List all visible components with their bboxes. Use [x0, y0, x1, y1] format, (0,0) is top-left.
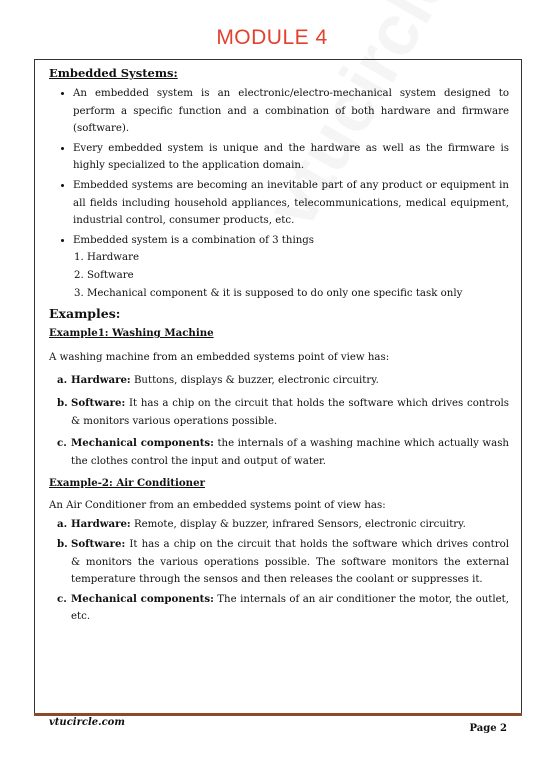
- item-marker: c.: [57, 437, 67, 450]
- list-item: [57, 395, 509, 430]
- bullet-item: [73, 232, 509, 302]
- thing-item: 2. Software: [74, 269, 134, 281]
- list-item: [57, 516, 509, 534]
- document-body: [49, 64, 509, 631]
- definition-list: [49, 85, 509, 302]
- list-item: [57, 435, 509, 470]
- item-marker: b.: [57, 538, 68, 551]
- item-text: The internals of an air conditioner the motor, the outlet, etc.: [71, 593, 509, 623]
- item-label: Mechanical components:: [71, 437, 214, 450]
- item-label: Mechanical components:: [71, 592, 214, 605]
- item-text: It has a chip on the circuit that holds the software which drives controls & monitors various operations possible.: [71, 397, 509, 427]
- examples-heading: Examples:: [49, 306, 121, 322]
- page-number: Page 2: [469, 723, 507, 734]
- item-label: Hardware:: [71, 518, 131, 531]
- item-label: Software:: [71, 396, 126, 409]
- example1-list: [49, 372, 509, 470]
- bullet-item: • Every embedded system is unique and the hardware as well as the firmware is highly specialized to the application domain.: [73, 140, 509, 175]
- item-marker: c.: [57, 592, 67, 605]
- example2-heading: Example-2: Air Conditioner: [49, 477, 205, 490]
- item-marker: b.: [57, 396, 68, 409]
- section-heading: Embedded Systems:: [49, 66, 178, 80]
- list-item: [57, 372, 509, 390]
- bullet-item: • Embedded systems are becoming an inevitable part of any product or equipment in all fields including household appliances, telecommunications, medical equipment, industrial control, consumer products, etc.: [73, 177, 509, 230]
- list-item: [57, 536, 509, 589]
- example2-list: [49, 516, 509, 626]
- list-item: [57, 591, 509, 626]
- item-text: the internals of a washing machine which actually wash the clothes control the input and output of water.: [71, 438, 509, 467]
- thing-item: 3. Mechanical component & it is supposed to do only one specific task only: [74, 287, 463, 299]
- item-label: Hardware:: [71, 374, 131, 387]
- bullet-text: Embedded system is a combination of 3 things: [73, 234, 315, 246]
- item-marker: a.: [57, 374, 68, 387]
- item-text: Remote, display & buzzer, infrared Sensors, electronic circuitry.: [130, 519, 466, 531]
- item-label: Software:: [71, 538, 126, 551]
- item-text: Buttons, displays & buzzer, electronic circuitry.: [130, 375, 379, 387]
- item-marker: a.: [57, 518, 68, 531]
- example2-intro: An Air Conditioner from an embedded systems point of view has:: [49, 499, 386, 511]
- footer-rule: [34, 713, 522, 716]
- page-title: MODULE 4: [216, 26, 328, 49]
- thing-item: 1. Hardware: [74, 252, 140, 264]
- example1-heading: Example1: Washing Machine: [49, 327, 214, 340]
- bullet-item: • An embedded system is an electronic/electro-mechanical system designed to perform a specific function and a combination of both hardware and firmware (software).: [73, 85, 509, 138]
- item-text: It has a chip on the circuit that holds the software which drives control & monitors the various operations possible. The software monitors the external temperature through the sensos and then releases the coolant or suppresses it.: [71, 539, 509, 586]
- example1-intro: A washing machine from an embedded systems point of view has:: [49, 351, 390, 363]
- footer-site: vtucircle.com: [49, 717, 125, 728]
